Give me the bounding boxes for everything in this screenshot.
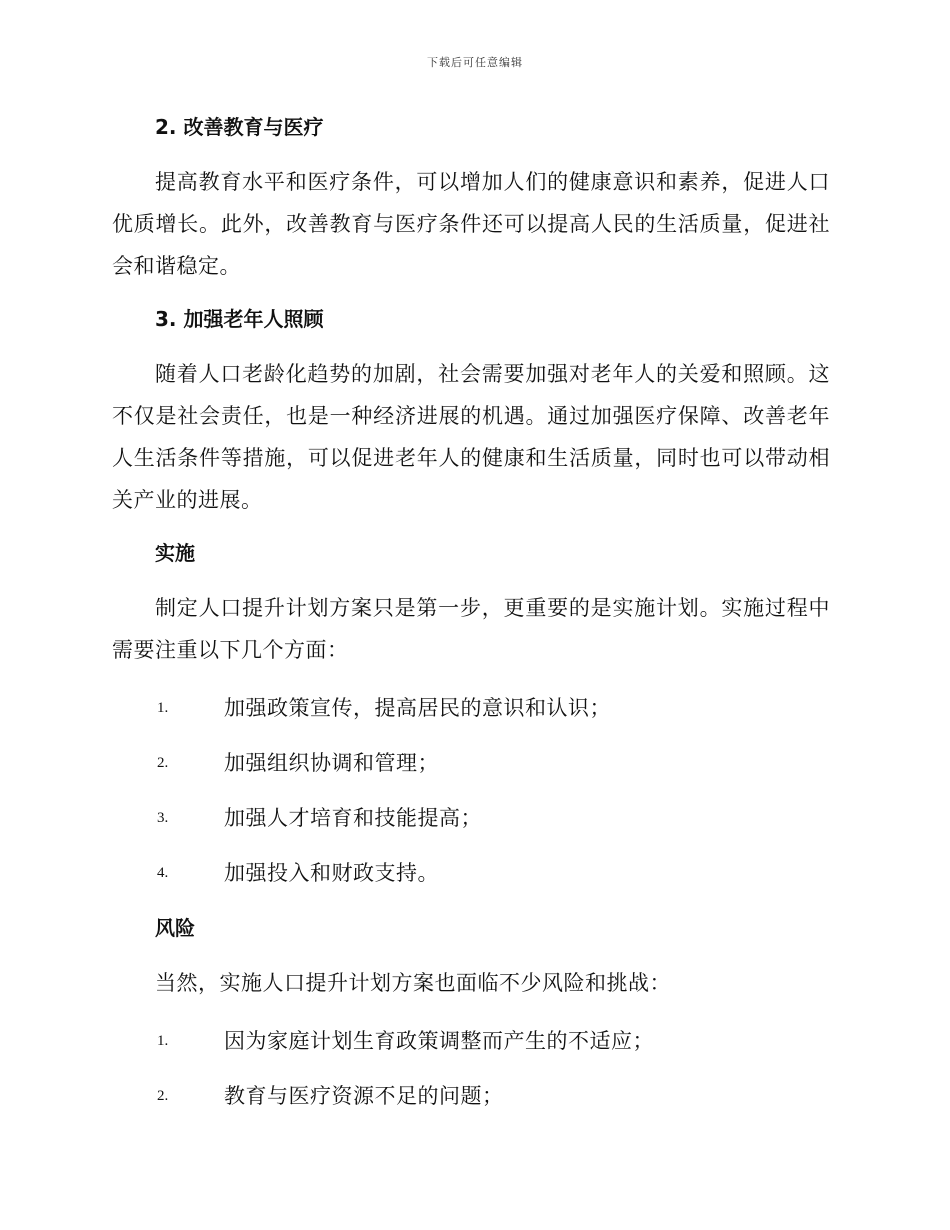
list-item-number: 1. <box>157 700 169 716</box>
list-item <box>112 858 830 913</box>
section-heading-elderly-care: 3. 加强老年人照顾 <box>155 307 324 331</box>
list-item <box>112 1081 830 1136</box>
list-item-number: 1. <box>157 1033 169 1049</box>
paragraph-risks: 当然，实施人口提升计划方案也面临不少风险和挑战： <box>155 971 671 995</box>
list-item <box>112 1026 830 1081</box>
list-item-text: 加强投入和财政支持。 <box>224 861 439 885</box>
section-heading-risks: 风险 <box>155 916 195 940</box>
list-item-text: 加强政策宣传，提高居民的意识和认识； <box>224 696 611 720</box>
section-heading-education-medical: 2. 改善教育与医疗 <box>155 115 324 139</box>
list-item-number: 2. <box>157 1088 169 1104</box>
list-item-number: 3. <box>157 810 169 826</box>
paragraph-implementation: 制定人口提升计划方案只是第一步，更重要的是实施计划。实施过程中需要注重以下几个方面： <box>112 596 830 662</box>
list-item-text: 加强人才培育和技能提高； <box>224 806 482 830</box>
paragraph-elderly-care: 随着人口老龄化趋势的加剧，社会需要加强对老年人的关爱和照顾。这不仅是社会责任，也是一种经济进展的机遇。通过加强医疗保障、改善老年人生活条件等措施，可以促进老年人的健康和生活质量，同时也可以带动相关产业的进展。 <box>112 362 830 512</box>
section-heading-implementation: 实施 <box>155 541 195 565</box>
list-item-text: 教育与医疗资源不足的问题； <box>224 1084 504 1108</box>
list-item <box>112 693 830 748</box>
document-body <box>112 112 830 1136</box>
implementation-list <box>112 693 830 913</box>
paragraph-education-medical: 提高教育水平和医疗条件，可以增加人们的健康意识和素养，促进人口优质增长。此外，改善教育与医疗条件还可以提高人民的生活质量，促进社会和谐稳定。 <box>112 170 830 278</box>
list-item <box>112 748 830 803</box>
risks-list <box>112 1026 830 1136</box>
list-item-number: 2. <box>157 755 169 771</box>
list-item <box>112 803 830 858</box>
page-header-note: 下载后可任意编辑 <box>427 56 523 69</box>
list-item-number: 4. <box>157 865 169 881</box>
list-item-text: 加强组织协调和管理； <box>224 751 439 775</box>
list-item-text: 因为家庭计划生育政策调整而产生的不适应； <box>224 1029 654 1053</box>
